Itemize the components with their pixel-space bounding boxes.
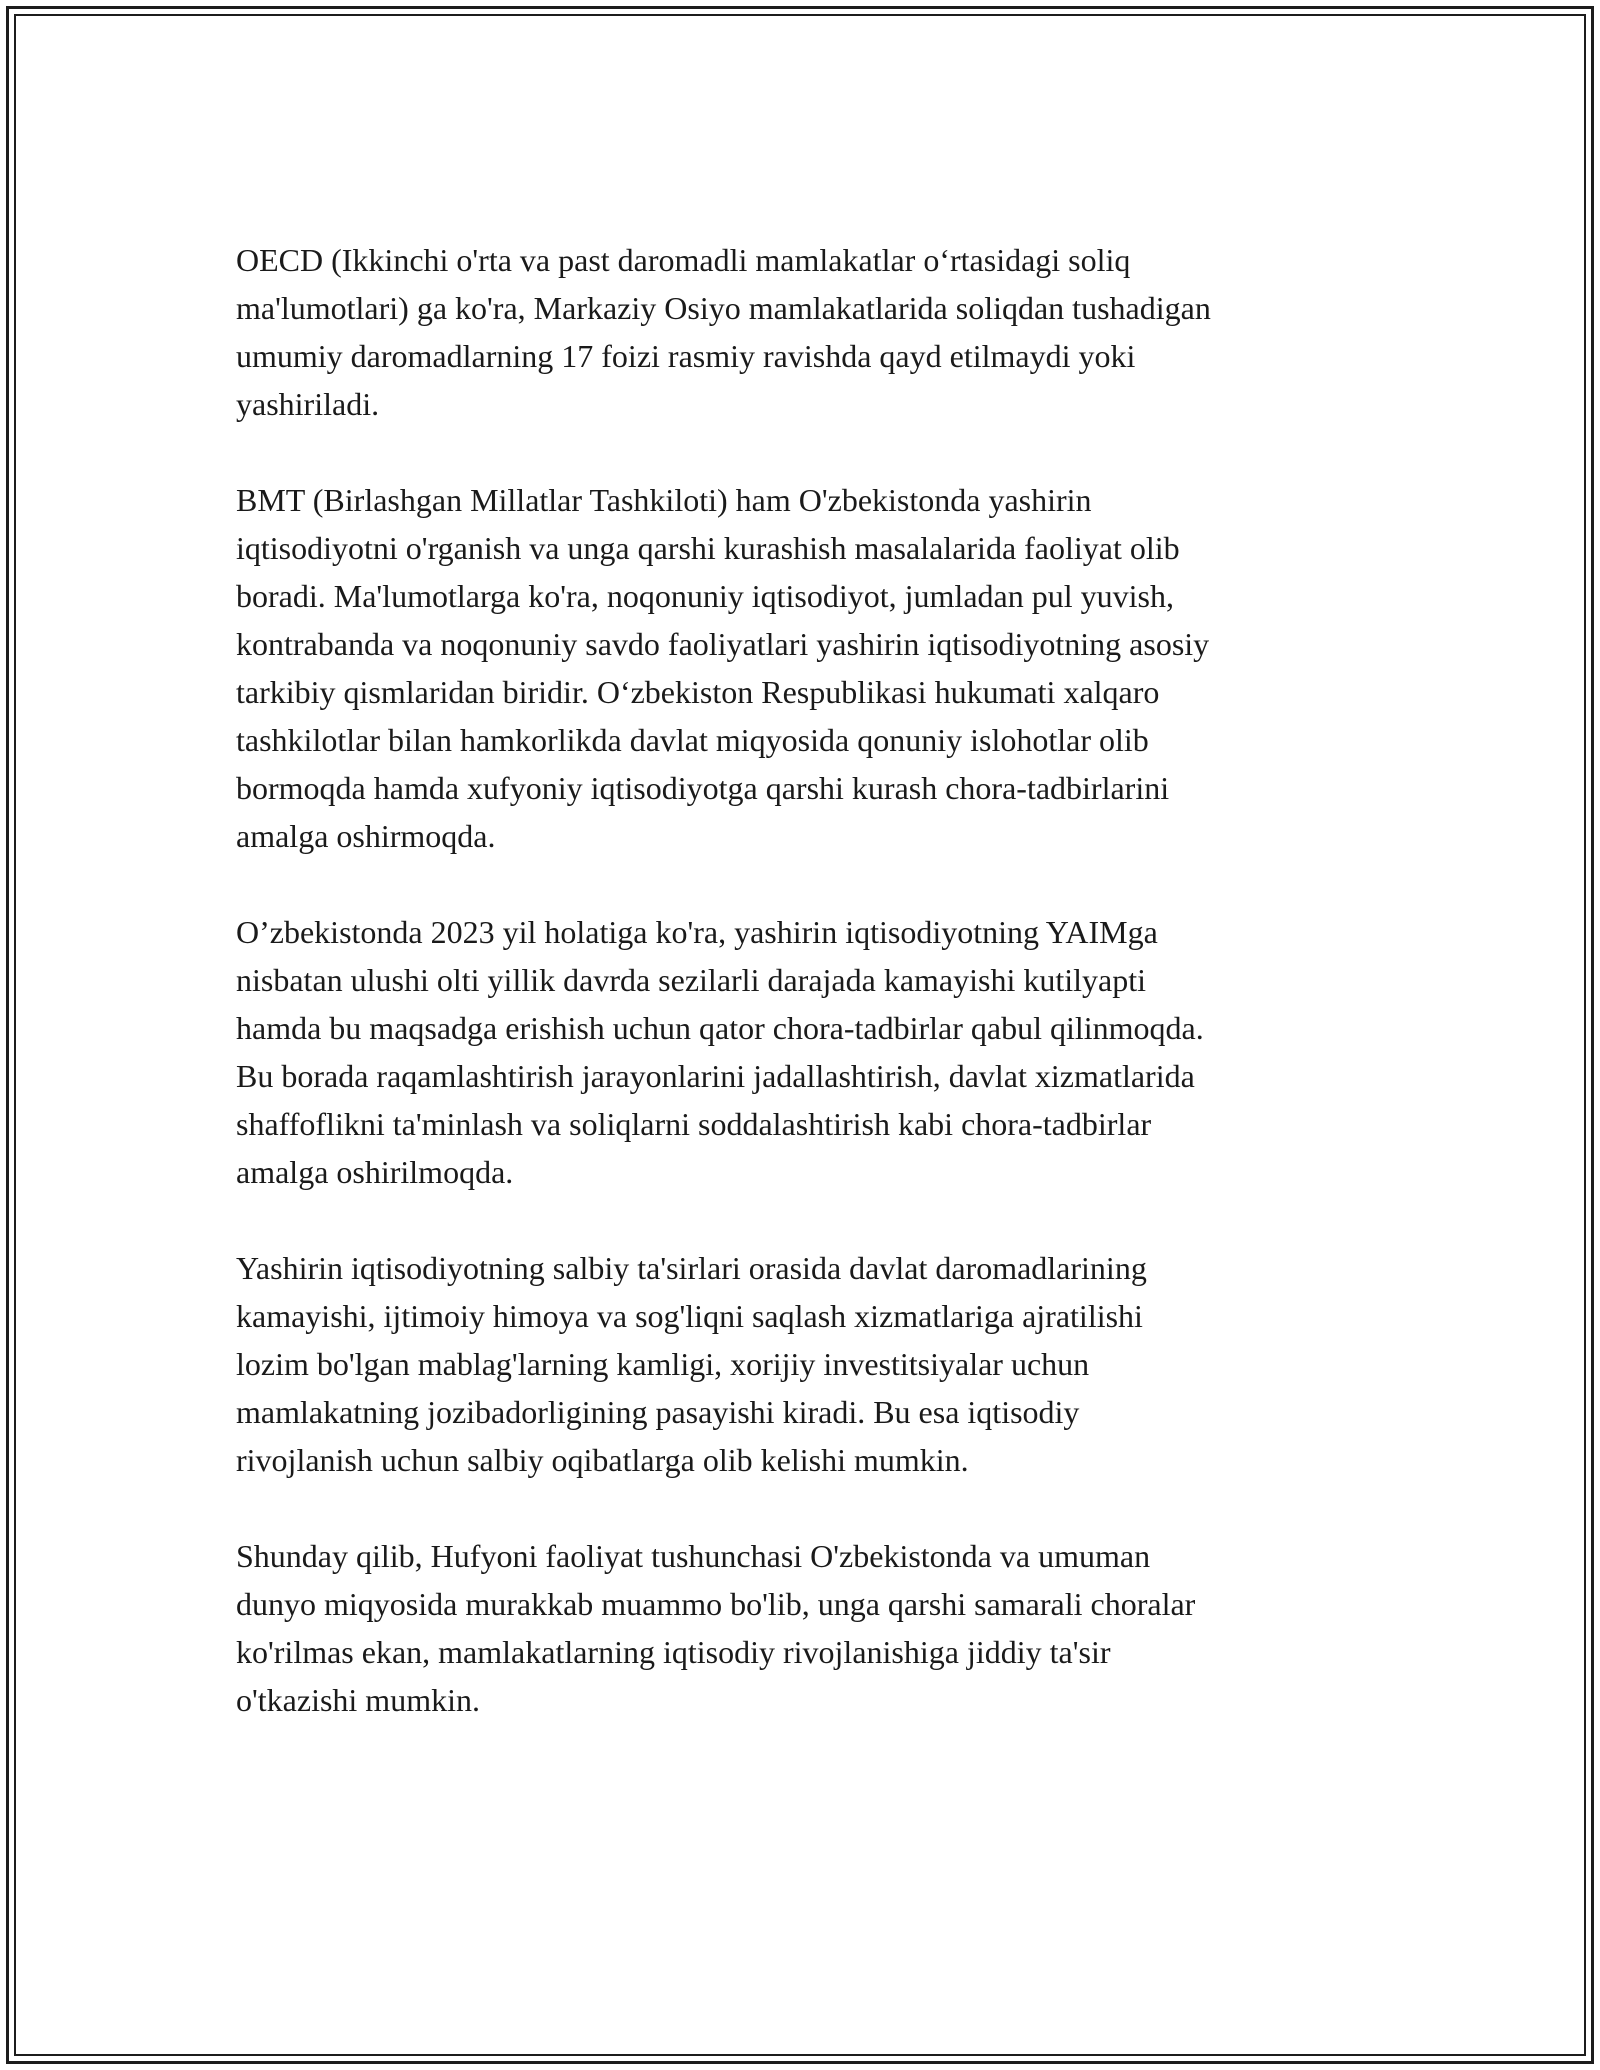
paragraph-oecd: OECD (Ikkinchi o'rta va past daromadli mamlakatlar oʻrtasidagi soliq ma'lumotlari) ga ko'ra, Markaziy Osiyo mamlakatlarida soliqdan tushadigan umumiy daromadlarning 17 foizi rasmiy ravishda qayd etilmaydi yoki yashiriladi. — [236, 242, 1211, 422]
document-body — [236, 236, 1366, 1772]
paragraph-bmt: BMT (Birlashgan Millatlar Tashkiloti) ham O'zbekistonda yashirin iqtisodiyotni o'rganish va unga qarshi kurashish masalalarida faoliyat olib boradi. Ma'lumotlarga ko'ra, noqonuniy iqtisodiyot, jumladan pul yuvish, kontrabanda va noqonuniy savdo faoliyatlari yashirin iqtisodiyotning asosiy tarkibiy qismlaridan biridir. Oʻzbekiston Respublikasi hukumati xalqaro tashkilotlar bilan hamkorlikda davlat miqyosida qonuniy islohotlar olib bormoqda hamda xufyoniy iqtisodiyotga qarshi kurash chora-tadbirlarini amalga oshirmoqda. — [236, 482, 1210, 854]
paragraph-2023: O’zbekistonda 2023 yil holatiga ko'ra, yashirin iqtisodiyotning YAIMga nisbatan ulushi olti yillik davrda sezilarli darajada kamayishi kutilyapti hamda bu maqsadga erishish uchun qator chora-tadbirlar qabul qilinmoqda. Bu borada raqamlashtirish jarayonlarini jadallashtirish, davlat xizmatlarida shaffoflikni ta'minlash va soliqlarni soddalashtirish kabi chora-tadbirlar amalga oshirilmoqda. — [236, 914, 1204, 1190]
paragraph-negative-effects: Yashirin iqtisodiyotning salbiy ta'sirlari orasida davlat daromadlarining kamayishi, ijtimoiy himoya va sog'liqni saqlash xizmatlariga ajratilishi lozim bo'lgan mablag'larning kamligi, xorijiy investitsiyalar uchun mamlakatning jozibadorligining pasayishi kiradi. Bu esa iqtisodiy rivojlanish uchun salbiy oqibatlarga olib kelishi mumkin. — [236, 1250, 1147, 1478]
paragraph-conclusion: Shunday qilib, Hufyoni faoliyat tushunchasi O'zbekistonda va umuman dunyo miqyosida murakkab muammo bo'lib, unga qarshi samarali choralar ko'rilmas ekan, mamlakatlarning iqtisodiy rivojlanishiga jiddiy ta'sir o'tkazishi mumkin. — [236, 1538, 1196, 1718]
